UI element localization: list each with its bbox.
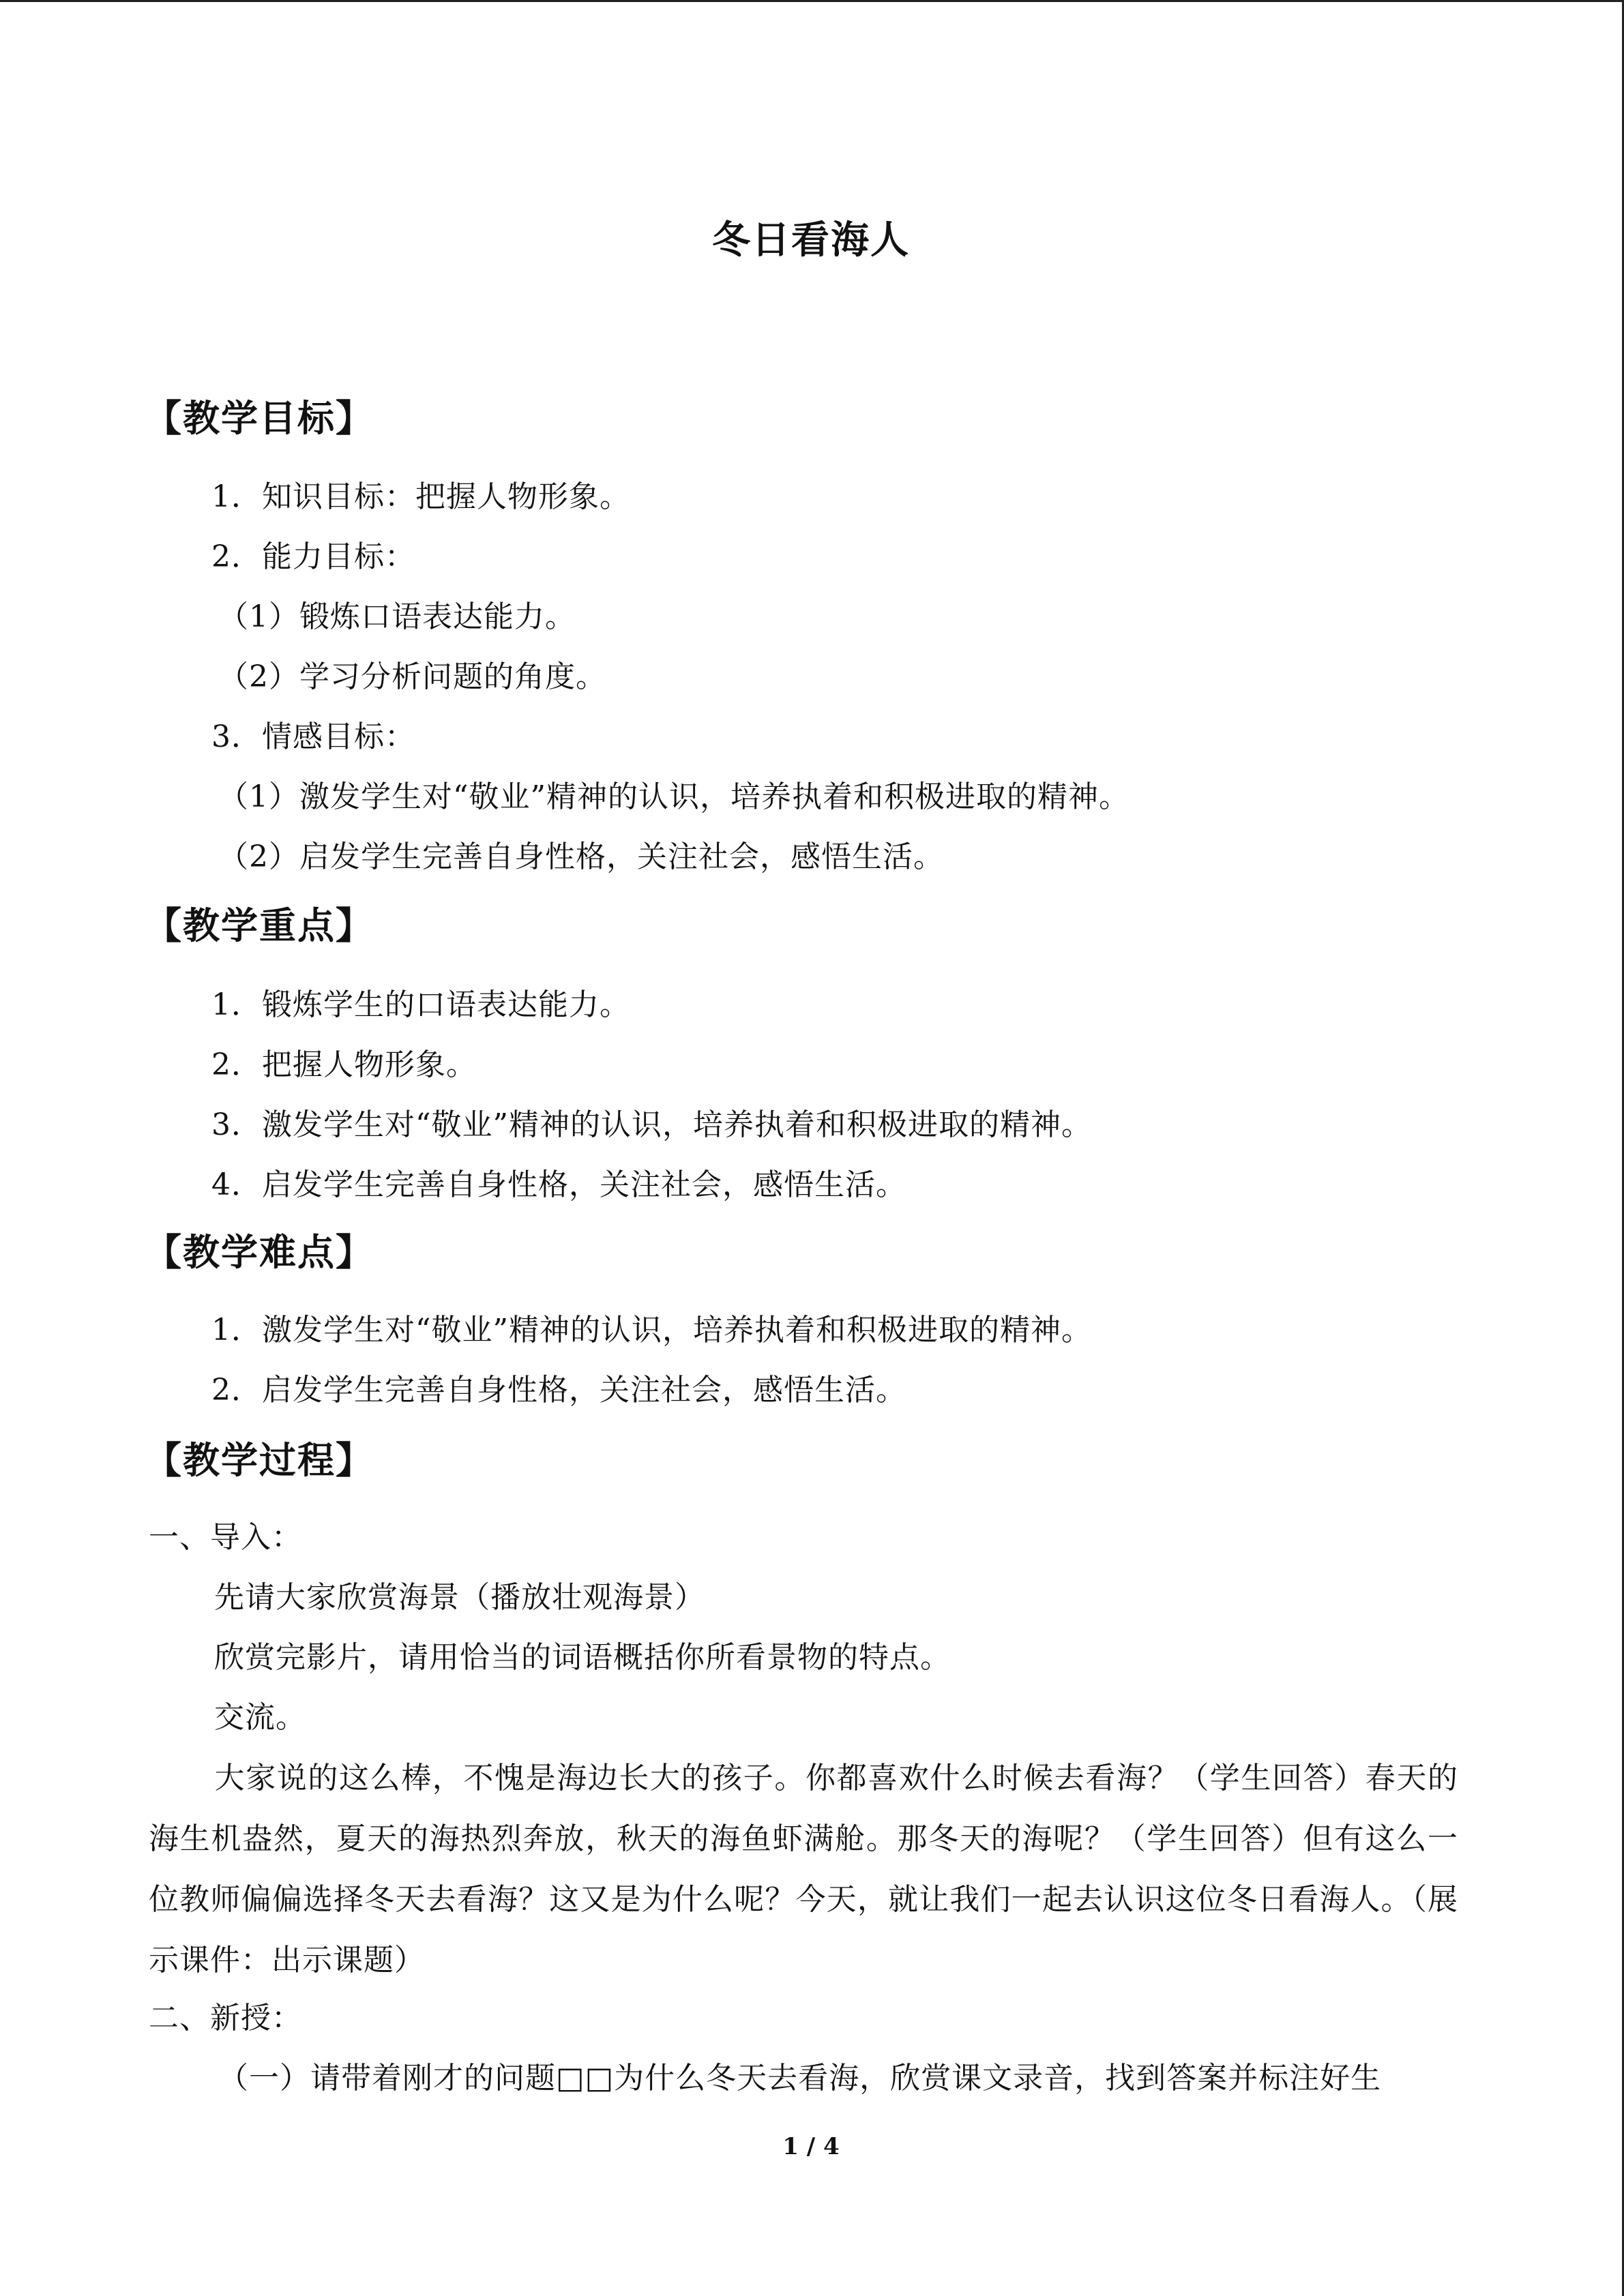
section-heading-difficulties: 【教学难点】 — [145, 1231, 374, 1274]
difficulty-item: 2．启发学生完善自身性格，关注社会，感悟生活。 — [211, 1373, 906, 1407]
goal-item: 2．能力目标： — [211, 539, 415, 574]
goal-item: 3．情感目标： — [211, 719, 415, 754]
section-heading-key-points: 【教学重点】 — [145, 904, 374, 947]
section-heading-process: 【教学过程】 — [145, 1439, 374, 1482]
process-intro-line: 交流。 — [214, 1700, 306, 1735]
key-point-item: 4．启发学生完善自身性格，关注社会，感悟生活。 — [211, 1167, 906, 1202]
process-intro-paragraph-text: 大家说的这么棒，不愧是海边长大的孩子。你都喜欢什么时候去看海？（学生回答）春天的海生机盎然，夏天的海热烈奔放，秋天的海鱼虾满舱。那冬天的海呢？（学生回答）但有这么一位教师偏偏选择冬天去看海？这又是为什么呢？今天，就让我们一起去认识这位冬日看海人。（展示课件：出示课题） — [149, 1761, 1458, 1978]
process-intro-line: 欣赏完影片，请用恰当的词语概括你所看景物的特点。 — [214, 1640, 951, 1675]
process-intro-label: 一、导入： — [149, 1520, 302, 1555]
goal-item: 1．知识目标：把握人物形象。 — [211, 479, 630, 514]
goal-subitem: （1）锻炼口语表达能力。 — [218, 599, 576, 634]
goal-subitem: （1）激发学生对“敬业”精神的认识，培养执着和积极进取的精神。 — [218, 779, 1130, 814]
process-intro-paragraph — [149, 1748, 1458, 1991]
key-point-item: 2．把握人物形象。 — [211, 1047, 477, 1082]
process-new-line: （一）请带着刚才的问题□□为什么冬天去看海，欣赏课文录音，找到答案并标注好生 — [218, 2061, 1382, 2096]
page-number: 1 / 4 — [782, 2133, 840, 2160]
process-intro-line: 先请大家欣赏海景（播放壮观海景） — [214, 1580, 705, 1615]
process-new-label: 二、新授： — [149, 2001, 302, 2036]
section-heading-goals: 【教学目标】 — [145, 397, 374, 440]
goal-subitem: （2）学习分析问题的角度。 — [218, 659, 606, 694]
key-point-item: 3．激发学生对“敬业”精神的认识，培养执着和积极进取的精神。 — [211, 1107, 1092, 1142]
difficulty-item: 1．激发学生对“敬业”精神的认识，培养执着和积极进取的精神。 — [211, 1313, 1092, 1347]
key-point-item: 1．锻炼学生的口语表达能力。 — [211, 987, 630, 1022]
goal-subitem: （2）启发学生完善自身性格，关注社会，感悟生活。 — [218, 839, 944, 874]
document-title: 冬日看海人 — [712, 218, 910, 263]
